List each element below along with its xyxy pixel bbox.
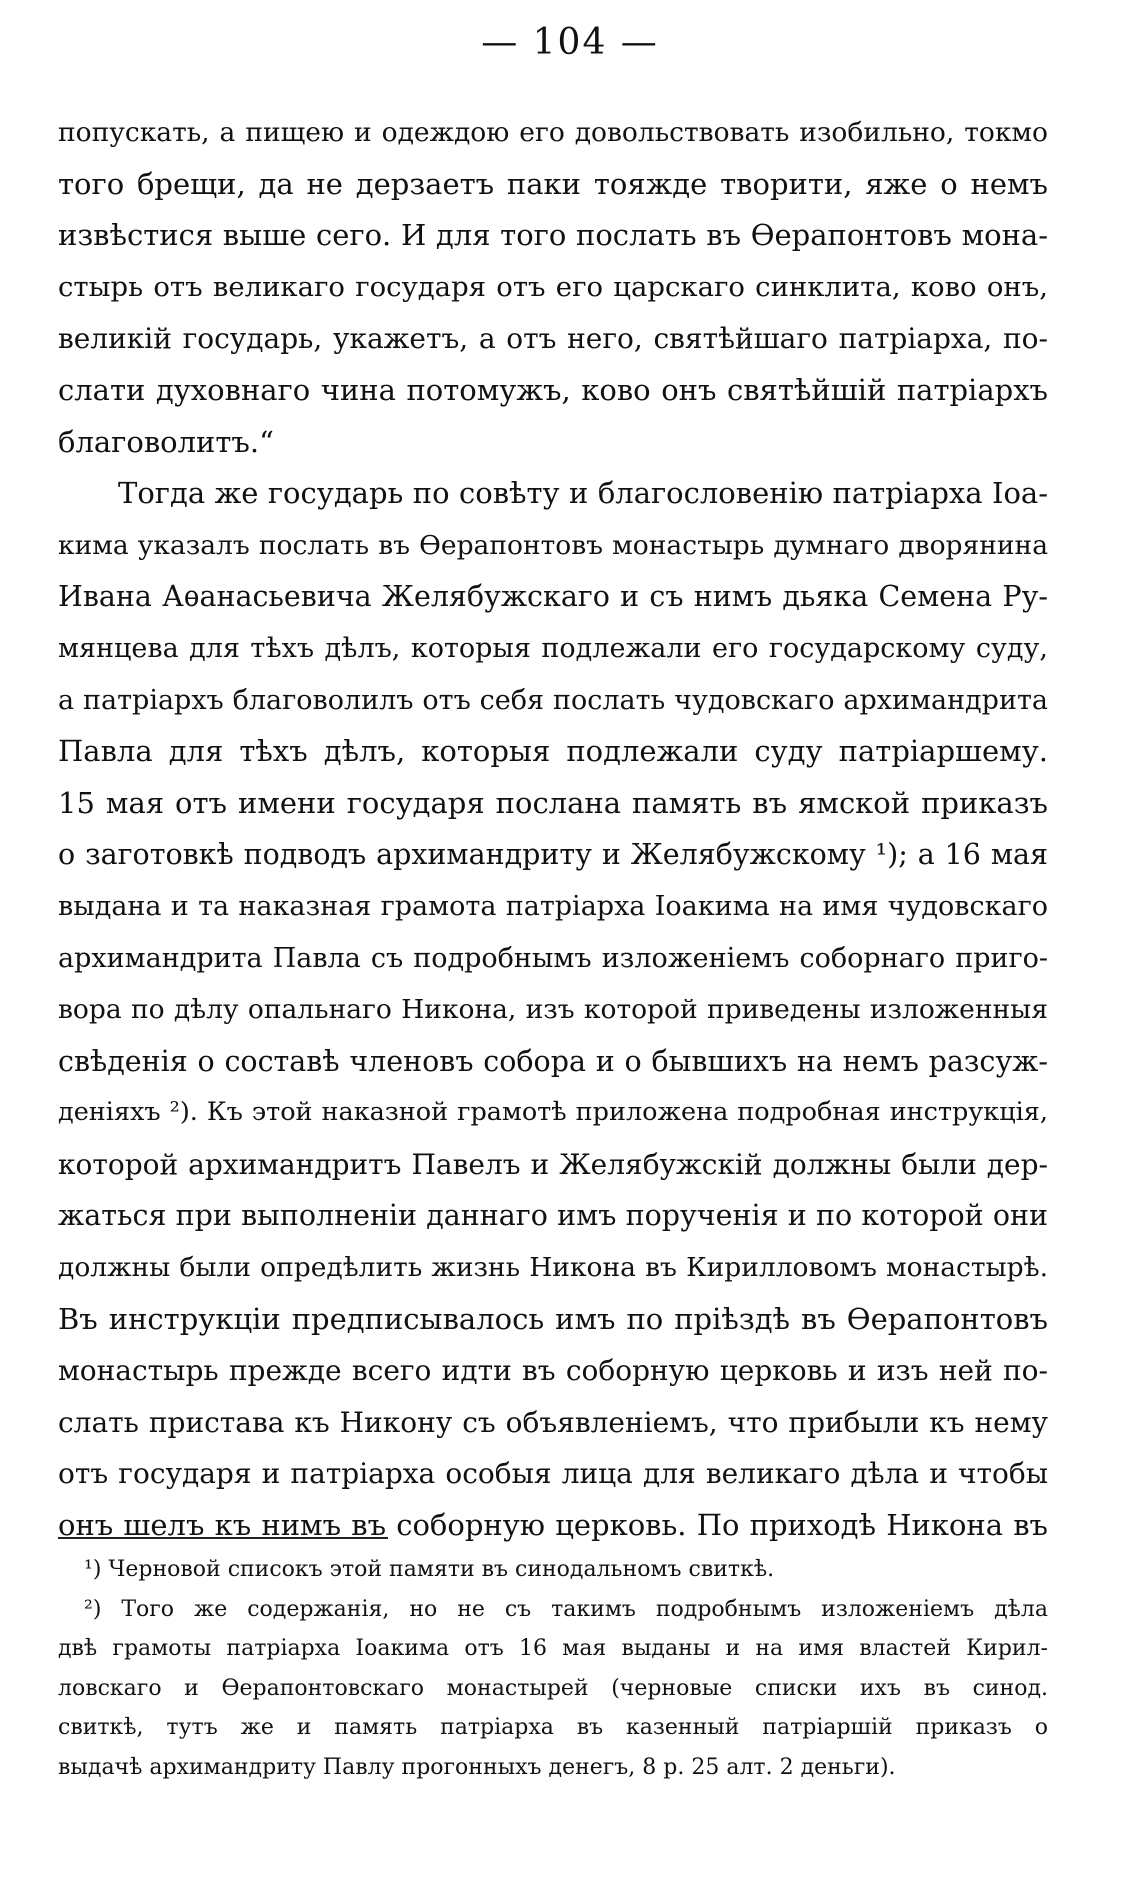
text-line: должны были опредѣлить жизнь Никона въ Кирилловомъ монастырѣ. (58, 1252, 1048, 1284)
text-line: попускать, а пищею и одеждою его довольствовать изобильно, токмо (58, 117, 1048, 148)
footnote-2: ²) Того же содержанія, но не съ такимъ подробнымъ изложеніемъ дѣла (84, 1596, 1048, 1622)
text-line: Въ инструкціи предписывалось имъ по пріѣздѣ въ Ѳерапонтовъ (58, 1301, 1048, 1336)
text-line: благоволитъ.“ (58, 424, 274, 459)
text-line: а патріархъ благоволилъ отъ себя послать чудовскаго архимандрита (58, 684, 1048, 716)
text-line: выдана и та наказная грамота патріарха Іоакима на имя чудовскаго (58, 890, 1048, 922)
text-line: извѣстися выше сего. И для того послать въ Ѳерапонтовъ мона- (58, 218, 1048, 253)
footnote-line: свиткѣ, тутъ же и память патріарха въ казенный патріаршій приказъ о (58, 1715, 1048, 1740)
text-line: свѣденія о составѣ членовъ собора и о бывшихъ на немъ разсуж- (58, 1044, 1048, 1078)
text-line: монастырь прежде всего идти въ соборную церковь и изъ ней по- (58, 1354, 1048, 1388)
text-line: отъ государя и патріарха особыя лица для великаго дѣла и чтобы (58, 1457, 1048, 1491)
paragraph-start-line: Тогда же государь по совѣту и благословенію патріарха Іоа- (118, 476, 1048, 511)
page-number: — 104 — (481, 22, 659, 63)
text-line: слать пристава къ Никону съ объявленіемъ, что прибыли къ нему (58, 1405, 1048, 1439)
text-line: Павла для тѣхъ дѣлъ, которыя подлежали суду патріаршему. (58, 734, 1048, 769)
footnote-1: ¹) Черновой списокъ этой памяти въ синодальномъ свиткѣ. (84, 1557, 775, 1582)
text-line: архимандрита Павла съ подробнымъ изложеніемъ соборнаго приго- (58, 942, 1048, 974)
text-line: 15 мая отъ имени государя послана память въ ямской приказъ (58, 785, 1048, 820)
text-line: слати духовнаго чина потомужъ, ково онъ святѣйшій патріархъ (58, 372, 1048, 407)
text-line: кима указалъ послать въ Ѳерапонтовъ монастырь думнаго дворянина (58, 529, 1048, 561)
text-line: того брещи, да не дерзаетъ паки тояжде творити, яже о немъ (58, 166, 1048, 201)
text-line: вора по дѣлу опальнаго Никона, изъ которой приведены изложенныя (58, 994, 1048, 1026)
text-line: жаться при выполненіи даннаго имъ порученія и по которой они (58, 1199, 1048, 1233)
footnotes (58, 1550, 1048, 1787)
text-line: стырь отъ великаго государя отъ его царскаго синклита, ково онъ, (58, 270, 1048, 303)
text-line: которой архимандритъ Павелъ и Желябужскій должны были дер- (58, 1147, 1048, 1181)
text-line: о заготовкѣ подводъ архимандриту и Желябужскому ¹); а 16 мая (58, 838, 1048, 872)
text-line: мянцева для тѣхъ дѣлъ, которыя подлежали его государскому суду, (58, 632, 1048, 664)
footnote-line: выдачѣ архимандриту Павлу прогонныхъ денегъ, 8 р. 25 алт. 2 деньги). (58, 1754, 896, 1780)
main-text (58, 107, 1048, 1552)
text-line: великій государь, укажетъ, а отъ него, святѣйшаго патріарха, по- (58, 322, 1048, 356)
footnote-line: двѣ грамоты патріарха Іоакима отъ 16 мая выданы и на имя властей Кирил- (58, 1636, 1048, 1661)
footnote-line: ловскаго и Ѳерапонтовскаго монастырей (черновые списки ихъ въ синод. (58, 1675, 1048, 1701)
footnote-divider (58, 1537, 388, 1539)
text-line: Ивана Аѳанасьевича Желябужскаго и съ нимъ дьяка Семена Ру- (58, 580, 1048, 614)
text-line: деніяхъ ²). Къ этой наказной грамотѣ приложена подробная инструкція, (58, 1097, 1048, 1128)
text-line: онъ шелъ къ нимъ въ соборную церковь. По приходѣ Никона въ (58, 1508, 1048, 1543)
